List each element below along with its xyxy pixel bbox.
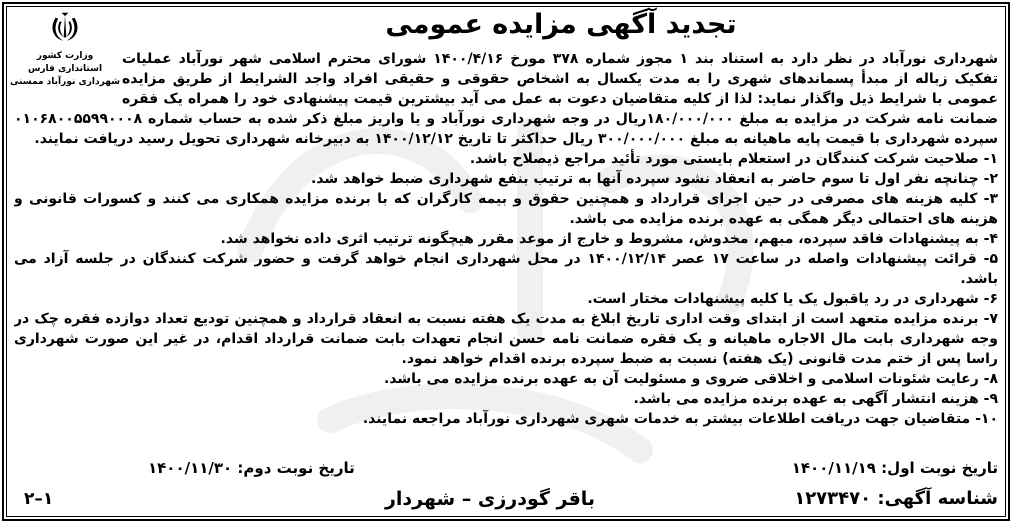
first-publication-date: تاریخ نوبت اول: ۱۴۰۰/۱۱/۱۹ — [791, 459, 998, 477]
logo-line-ministry: وزارت کشور — [36, 51, 94, 61]
notice-title: تجدید آگهی مزایده عمومی — [385, 9, 737, 40]
condition-item: ۳- کلیه هزینه های مصرفی در حین اجرای قرارداد و همچنین حقوق و بیمه کارگران که با برنده مزایده همکاری می کنند و کسورات قانونی و هزینه های احتمالی دیگر همگی به عهده برنده مزایده می باشد. — [14, 191, 998, 227]
intro-paragraph: شهرداری نورآباد در نظر دارد به استناد بند ۱ مجوز شماره ۳۷۸ مورخ ۱۴۰۰/۴/۱۶ شورای محترم اسلامی شهر نورآباد عملیات تفکیک زباله از مبدأ پسماندهای شهری را به مدت یکسال به اشخاص حقوقی و حقیقی افراد واجد الشرایط از طریق مزایده عمومی با شرایط ذیل واگذار نماید: لذا از کلیه متقاضیان دعوت به عمل می آید بیشترین قیمت پیشنهادی خود را همراه یک فقره ضمانت نامه شرکت در مزایده به مبلغ ۱۸۰/۰۰۰/۰۰۰ریال در وجه شهرداری نورآباد و یا واریز مبلغ ذکر شده به حساب شماره ۰۱۰۶۸۰۰۵۵۹۹۰۰۰۸ سپرده شهرداری با قیمت پایه ماهیانه به مبلغ ۳۰۰/۰۰۰/۰۰۰ ریال حداکثر تا تاریخ ۱۴۰۰/۱۲/۱۲ به دبیرخانه شهرداری تحویل رسید دریافت نمایند. — [14, 51, 998, 147]
logo-line-province: استانداری فارس — [27, 64, 103, 74]
condition-item: ۱- صلاحیت شرکت کنندگان در استعلام بایستی مورد تأئید مراجع ذیصلاح باشد. — [469, 151, 998, 167]
ad-identifier: شناسه آگهی: ۱۲۷۳۴۷۰ — [794, 488, 998, 509]
notice-body — [14, 49, 998, 453]
condition-item: ۲- چنانچه نفر اول تا سوم حاضر به انعقاد نشود سپرده آنها به ترتیب بنفع شهرداری ضبط خواهد شد. — [310, 171, 998, 187]
condition-item: ۸- رعایت شئونات اسلامی و اخلاقی ضروی و مسئولیت آن به عهده برنده مزایده می باشد. — [383, 371, 998, 387]
condition-item: ۵- قرائت پیشنهادات واصله در ساعت ۱۷ عصر ۱۴۰۰/۱۲/۱۴ در محل شهرداری انجام خواهد گرفت و حضور شرکت کنندگان در جلسه آزاد می باشد. — [14, 251, 998, 287]
publication-dates — [14, 456, 998, 480]
condition-item: ۴- به پیشنهادات فاقد سپرده، مبهم، مخدوش، مشروط و خارج از موعد مقرر هیچگونه ترتیب اثری داده نخواهد شد. — [220, 231, 998, 247]
mayor-signature: باقر گودرزی – شهردار — [384, 488, 596, 510]
logo-line-municipality: شهرداری نورآباد ممسنی — [10, 77, 120, 87]
condition-item: ۶- شهرداری در رد یاقبول یک یا کلیه پیشنهادات مختار است. — [587, 291, 998, 307]
second-publication-date: تاریخ نوبت دوم: ۱۴۰۰/۱۱/۳۰ — [148, 459, 355, 477]
page-mark: ۱–۲ — [24, 489, 54, 509]
logo-spacer — [14, 49, 122, 101]
footer — [14, 484, 998, 514]
condition-item: ۹- هزینه انتشار آگهی به عهده برنده مزایده می باشد. — [633, 391, 998, 407]
condition-item: ۷- برنده مزایده متعهد است از ابتدای وقت اداری تاریخ ابلاغ به مدت یک هفته نسبت به انعقاد قرارداد و همچنین تودیع تعداد دوازده فقره چک در وجه شهرداری بابت مال الاجاره ماهیانه و یک فقره ضمانت نامه حسن انجام تعهدات بابت ضمانت قرارداد اقدام، در غیر این صورت شهرداری راسا پس از ختم مدت قانونی (یک هفته) نسبت به ضبط سپرده برنده اقدام خواهد نمود. — [14, 311, 998, 367]
iran-emblem-icon — [48, 10, 82, 46]
condition-item: ۱۰- متقاضیان جهت دریافت اطلاعات بیشتر به خدمات شهری شهرداری نورآباد مراجعه نمایند. — [362, 411, 998, 427]
